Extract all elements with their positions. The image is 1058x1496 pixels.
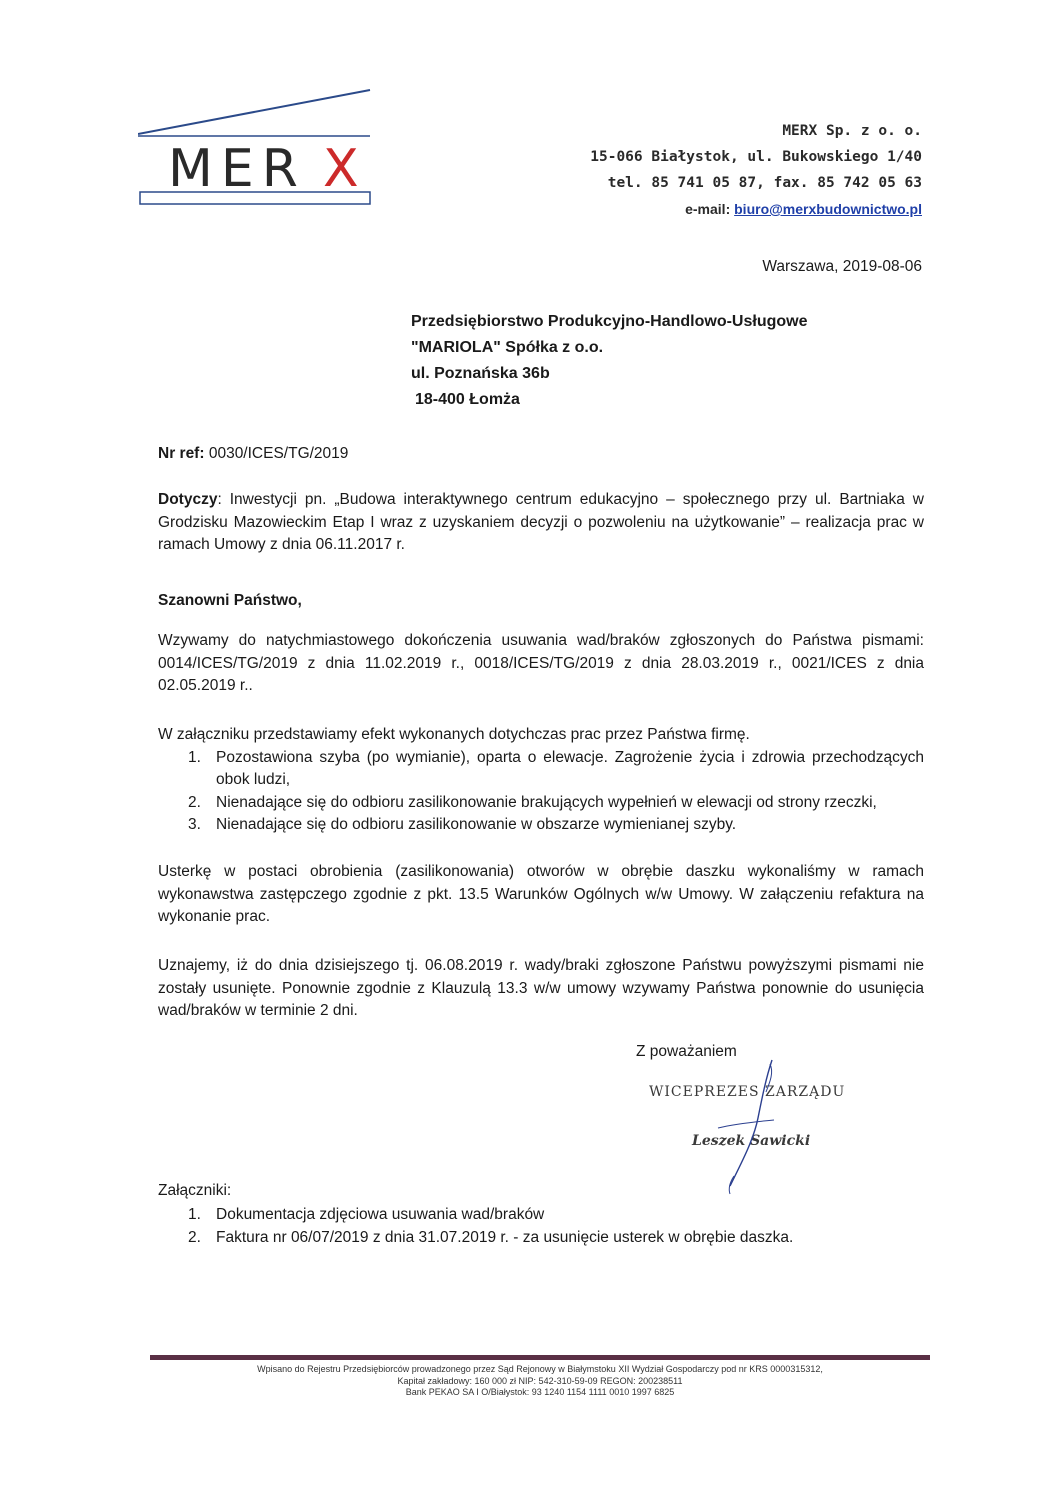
list-item-text: Nienadające się do odbioru zasilikonowanie w obszarze wymienianej szyby. bbox=[216, 816, 737, 833]
list-item-number: 2. bbox=[188, 1228, 201, 1246]
footer-line-3: Bank PEKAO SA I O/Białystok: 93 1240 1154 1111 0010 1997 6825 bbox=[405, 1387, 675, 1397]
subject-label: Dotyczy bbox=[158, 491, 218, 508]
list-item-number: 1. bbox=[188, 1206, 201, 1223]
footer bbox=[150, 1364, 930, 1399]
recipient-address bbox=[411, 309, 807, 413]
reference-value: 0030/ICES/TG/2019 bbox=[208, 445, 349, 462]
attachments-label: Załączniki: bbox=[158, 1182, 232, 1199]
reference-number bbox=[158, 443, 348, 466]
recipient-line-4: 18-400 Łomża bbox=[415, 391, 520, 408]
stamp-title: WICEPREZES ZARZĄDU bbox=[649, 1084, 846, 1100]
footer-line-2: Kapitał zakładowy: 160 000 zł NIP: 542-310-59-09 REGON: 200238511 bbox=[397, 1375, 683, 1386]
closing: Z poważaniem bbox=[636, 1043, 737, 1060]
footer-divider bbox=[150, 1355, 930, 1360]
list-item-text: Faktura nr 06/07/2019 z dnia 31.07.2019 r. - za usunięcie usterek w obrębie daszka. bbox=[216, 1228, 794, 1246]
paragraph-2 bbox=[158, 724, 924, 837]
subject-paragraph bbox=[158, 489, 924, 557]
list-item bbox=[158, 1204, 918, 1227]
recipient-line-1: Przedsiębiorstwo Produkcyjno-Handlowo-Usługowe bbox=[411, 313, 808, 330]
list-item-text: Pozostawiona szyba (po wymianie), oparta o elewacje. Zagrożenie życia i zdrowia przechodzących obok ludzi, bbox=[216, 748, 924, 788]
svg-text:MER: MER bbox=[168, 139, 306, 199]
list-item bbox=[158, 1227, 918, 1250]
list-item bbox=[158, 814, 924, 837]
list-item-number: 1. bbox=[188, 748, 201, 766]
attachments-list bbox=[158, 1204, 918, 1249]
handwritten-signature bbox=[700, 1058, 790, 1198]
company-header bbox=[590, 118, 922, 222]
company-name: MERX Sp. z o. o. bbox=[782, 123, 922, 139]
stamp-name: Leszek Sawicki bbox=[692, 1133, 811, 1149]
recipient-line-3: ul. Poznańska 36b bbox=[411, 365, 550, 382]
paragraph-2-intro: W załączniku przedstawiamy efekt wykonanych dotychczas prac przez Państwa firmę. bbox=[158, 726, 750, 743]
greeting: Szanowni Państwo, bbox=[158, 592, 302, 609]
svg-text:X: X bbox=[323, 139, 359, 199]
list-item-text: Dokumentacja zdjęciowa usuwania wad/braków bbox=[216, 1206, 545, 1223]
company-email-line bbox=[590, 196, 922, 222]
paragraph-4: Uznajemy, iż do dnia dzisiejszego tj. 06.08.2019 r. wady/braki zgłoszone Państwu powyższymi pismami nie zostały usunięte. Ponownie zgodnie z Klauzulą 13.3 w/w umowy wzywamy Państwa ponownie do usunięcia wad/braków w terminie 2 dni. bbox=[158, 957, 924, 1019]
list-item bbox=[158, 792, 924, 815]
reference-label: Nr ref: bbox=[158, 445, 205, 462]
defect-list bbox=[158, 747, 924, 837]
list-item-text: Nienadające się do odbioru zasilikonowanie brakujących wypełnień w elewacji od strony rzeczki, bbox=[216, 793, 877, 811]
email-label: e-mail: bbox=[685, 201, 731, 217]
paragraph-3: Usterkę w postaci obrobienia (zasilikonowania) otworów w obrębie daszku wykonaliśmy w ramach wykonawstwa zastępczego zgodnie z pkt. 13.5 Warunków Ogólnych w/w Umowy. W załączeniu refaktura na wykonanie prac. bbox=[158, 863, 924, 925]
company-address: 15-066 Białystok, ul. Bukowskiego 1/40 bbox=[590, 149, 922, 165]
footer-line-1: Wpisano do Rejestru Przedsiębiorców prowadzonego przez Sąd Rejonowy w Białymstoku XII Wydział Gospodarczy pod nr KRS 0000315312, bbox=[257, 1364, 823, 1374]
paragraph-1: Wzywamy do natychmiastowego dokończenia usuwania wad/braków zgłoszonych do Państwa pismami: 0014/ICES/TG/2019 z dnia 11.02.2019 r., 0018/ICES/TG/2019 z dnia 28.03.2019 r., 0021/ICES z dnia 02.05.2019 r.. bbox=[158, 632, 924, 694]
list-item bbox=[158, 747, 924, 792]
list-item-number: 2. bbox=[188, 793, 201, 811]
email-link[interactable]: biuro@merxbudownictwo.pl bbox=[734, 201, 922, 217]
merx-logo bbox=[138, 86, 373, 211]
company-phone: tel. 85 741 05 87, fax. 85 742 05 63 bbox=[607, 175, 922, 191]
list-item-number: 3. bbox=[188, 816, 201, 833]
subject-text: : Inwestycji pn. „Budowa interaktywnego centrum edukacyjno – społecznego przy ul. Bartniaka w Grodzisku Mazowieckim Etap I wraz z uzyskaniem decyzji o pozwoleniu na użytkowanie” – realizacja prac w ramach Umowy z dnia 06.11.2017 r. bbox=[158, 491, 924, 553]
recipient-line-2: "MARIOLA" Spółka z o.o. bbox=[411, 339, 604, 356]
letter-date: Warszawa, 2019-08-06 bbox=[762, 258, 922, 275]
